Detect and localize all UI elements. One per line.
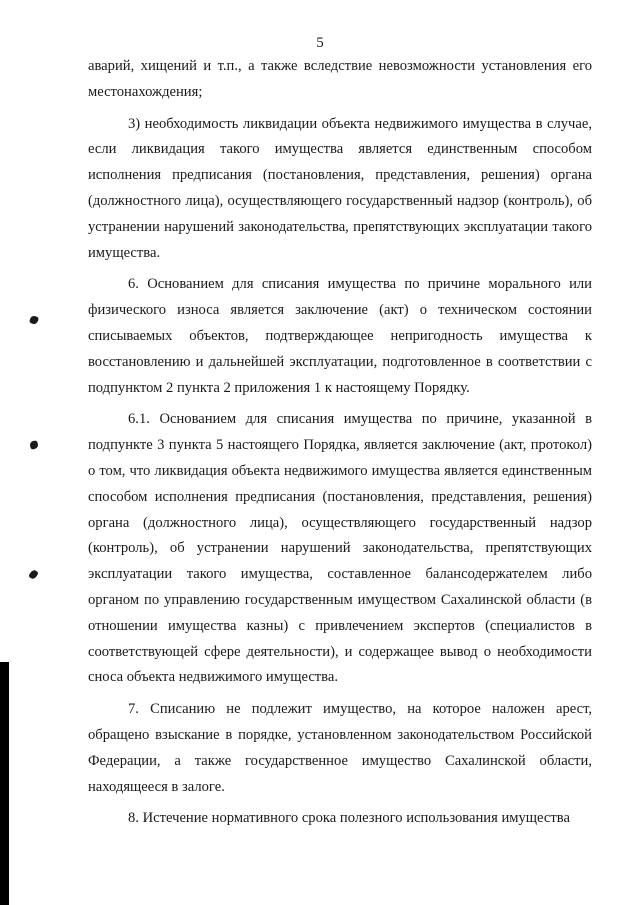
paragraph-continuation: аварий, хищений и т.п., а также вследствие невозможности установления его местонахождения; [88,58,592,100]
paragraph-item-3: 3) необходимость ликвидации объекта недвижимого имущества в случае, если ликвидация такого имущества является единственным способом исполнения предписания (постановления, представления, решения) органа (должностного лица), осуществляющего государственный надзор (контроль), об устранении нарушений законодательства, препятствующих эксплуатации такого имущества. [88,115,592,261]
scan-edge-bar [0,662,9,905]
paragraph-8: 8. Истечение нормативного срока полезного использования имущества [128,810,570,827]
scan-margin-mark [28,569,39,580]
document-body [88,54,592,832]
page-number: 5 [316,35,324,51]
paragraph-7: 7. Списанию не подлежит имущество, на которое наложен арест, обращено взыскание в порядке, установленном законодательством Российской Федерации, а также государственное имущество Сахалинской области, находящееся в залоге. [88,701,592,795]
scan-margin-mark [29,315,39,325]
scan-margin-mark [29,440,39,450]
paragraph-6-1: 6.1. Основанием для списания имущества по причине, указанной в подпункте 3 пункта 5 настоящего Порядка, является заключение (акт, протокол) о том, что ликвидация объекта недвижимого имущества является единственным способом исполнения предписания (постановления, представления, решения) органа (должностного лица), осуществляющего государственный надзор (контроль), об устранении нарушений законодательства, препятствующих эксплуатации такого имущества, составленное балансодержателем либо органом по управлению государственным имуществом Сахалинской области (в отношении имущества казны) с привлечением экспертов (специалистов в соответствующей сфере деятельности), и содержащее вывод о необходимости сноса объекта недвижимого имущества. [88,411,592,686]
paragraph-6: 6. Основанием для списания имущества по причине морального или физического износа является заключение (акт) о техническом состоянии списываемых объектов, подтверждающее непригодность имущества к восстановлению и дальнейшей эксплуатации, подготовленное в соответствии с подпунктом 2 пункта 2 приложения 1 к настоящему Порядку. [88,276,592,396]
